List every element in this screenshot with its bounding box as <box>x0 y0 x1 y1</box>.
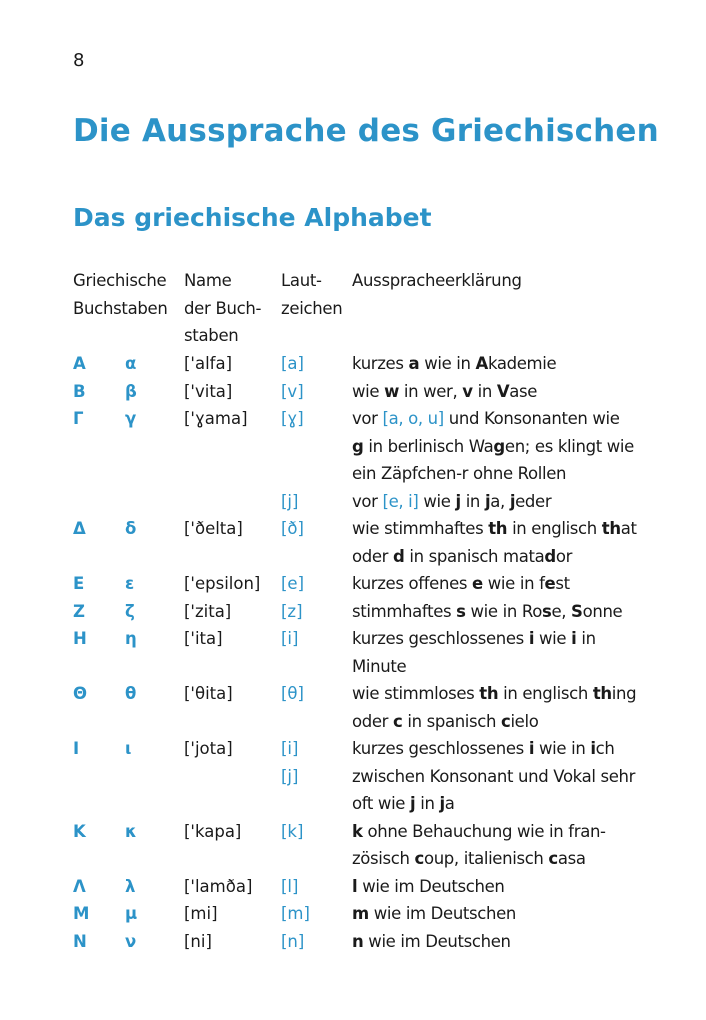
uppercase-letter: Ζ <box>73 601 85 621</box>
pronunciation-explanation <box>352 735 652 763</box>
letter-name: ['ðelta] <box>184 519 243 538</box>
explanation-segment: th <box>479 684 499 703</box>
explanation-segment: s <box>456 601 466 621</box>
explanation-segment: S <box>571 601 583 621</box>
explanation-line <box>352 680 652 708</box>
explanation-segment: i <box>590 739 596 758</box>
table-row <box>0 735 706 763</box>
explanation-segment: c <box>414 849 424 868</box>
explanation-segment: wie in Ro <box>465 601 542 621</box>
explanation-line <box>352 460 652 488</box>
phonetic-sign: [z] <box>281 601 303 621</box>
explanation-segment: ing <box>611 684 637 703</box>
explanation-segment: l <box>352 876 358 896</box>
explanation-segment: oup, italienisch <box>423 849 549 868</box>
section-title: Das griechische Alphabet <box>73 203 432 232</box>
explanation-segment: g <box>352 436 364 456</box>
explanation-segment: wie in <box>534 739 591 758</box>
explanation-segment: in englisch <box>507 519 602 538</box>
explanation-segment: in <box>472 381 497 401</box>
pronunciation-explanation <box>352 625 652 680</box>
phonetic-sign: [v] <box>281 381 304 401</box>
explanation-segment: in berlinisch Wa <box>363 436 494 456</box>
explanation-segment: wie in <box>419 354 476 373</box>
explanation-line <box>352 873 652 901</box>
explanation-segment: onne <box>582 601 623 621</box>
explanation-line <box>352 570 652 598</box>
explanation-segment: wie im Deutschen <box>357 876 505 896</box>
phonetic-sign: [j] <box>281 766 299 786</box>
explanation-segment: j <box>509 491 516 511</box>
explanation-segment: g <box>493 436 505 456</box>
uppercase-letter: Λ <box>73 876 86 896</box>
explanation-segment: j <box>455 491 461 511</box>
phonetic-sign: [i] <box>281 739 299 758</box>
explanation-segment: asa <box>557 849 586 868</box>
letter-name: ['alfa] <box>184 354 233 373</box>
header-name-line1: Name <box>184 271 232 290</box>
explanation-segment: V <box>496 381 510 401</box>
explanation-segment: e <box>544 574 556 593</box>
table-row <box>0 378 706 406</box>
explanation-line <box>352 900 652 928</box>
explanation-segment: wie im Deutschen <box>368 904 517 923</box>
explanation-segment: a <box>444 794 455 813</box>
lowercase-letter: ε <box>125 574 135 593</box>
explanation-segment: oft wie <box>352 794 411 813</box>
table-row <box>0 405 706 488</box>
explanation-segment: und Konsonanten wie <box>443 409 620 428</box>
pronunciation-explanation <box>352 818 652 873</box>
uppercase-letter: Ε <box>73 574 85 593</box>
uppercase-letter: Ν <box>73 931 87 951</box>
explanation-segment: n <box>352 931 364 951</box>
explanation-segment: oder <box>352 546 393 566</box>
uppercase-letter: Α <box>73 354 86 373</box>
explanation-segment: kademie <box>487 354 557 373</box>
explanation-segment: v <box>462 381 473 401</box>
phonetic-sign: [θ] <box>281 684 304 703</box>
lowercase-letter: ι <box>125 739 132 758</box>
pronunciation-explanation <box>352 350 652 378</box>
explanation-line <box>352 515 652 543</box>
header-explanation: Ausspracheerklärung <box>352 271 522 290</box>
header-letters-line1: Griechische <box>73 271 167 290</box>
explanation-segment: in wer, <box>398 381 463 401</box>
explanation-segment: wie <box>352 381 385 401</box>
explanation-segment: a, <box>490 491 510 511</box>
explanation-line <box>352 928 652 956</box>
explanation-line <box>352 790 652 818</box>
explanation-segment: j <box>439 794 445 813</box>
pronunciation-explanation <box>352 873 652 901</box>
explanation-line <box>352 350 652 378</box>
explanation-segment: kurzes geschlossenes <box>352 629 529 648</box>
page-title: Die Aussprache des Griechischen <box>73 113 659 149</box>
header-name-line2: der Buch- <box>184 298 262 318</box>
uppercase-letter: Θ <box>73 684 88 703</box>
lowercase-letter: δ <box>125 519 137 538</box>
explanation-segment: d <box>544 546 556 566</box>
table-header <box>0 267 706 352</box>
explanation-segment: stimmhaftes <box>352 601 457 621</box>
explanation-line <box>352 845 652 873</box>
explanation-segment: or <box>555 546 573 566</box>
lowercase-letter: μ <box>125 904 138 923</box>
uppercase-letter: Ι <box>73 739 80 758</box>
explanation-segment: i <box>571 629 577 648</box>
explanation-segment: wie in f <box>482 574 545 593</box>
header-sign-line2: zeichen <box>281 298 343 318</box>
phonetic-sign: [ɣ] <box>281 409 304 428</box>
phonetic-sign: [a] <box>281 354 304 373</box>
explanation-segment: d <box>393 546 405 566</box>
explanation-segment: A <box>475 354 488 373</box>
header-letters-line2: Buchstaben <box>73 298 168 318</box>
explanation-segment: th <box>488 519 508 538</box>
phonetic-sign: [i] <box>281 629 299 648</box>
explanation-segment: ohne Behauchung wie in fran- <box>362 821 606 841</box>
pronunciation-explanation <box>352 405 652 488</box>
header-sign <box>281 267 342 322</box>
lowercase-letter: κ <box>125 821 137 841</box>
lowercase-letter: θ <box>125 684 137 703</box>
explanation-segment: th <box>601 519 621 538</box>
explanation-segment: wie stimmhaftes <box>352 519 489 538</box>
phonetic-sign: [n] <box>281 931 305 951</box>
explanation-segment: wie <box>418 491 456 511</box>
explanation-segment: ch <box>595 739 615 758</box>
explanation-line <box>352 763 652 791</box>
explanation-segment: i <box>528 739 535 758</box>
pronunciation-explanation <box>352 928 652 956</box>
explanation-line <box>352 598 652 626</box>
uppercase-letter: Β <box>73 381 86 401</box>
explanation-segment: c <box>393 711 403 731</box>
pronunciation-explanation <box>352 680 652 735</box>
pronunciation-explanation <box>352 598 652 626</box>
explanation-segment: Minute <box>352 656 407 676</box>
uppercase-letter: Μ <box>73 904 90 923</box>
table-row <box>0 873 706 901</box>
explanation-segment: m <box>352 904 369 923</box>
letter-name: ['lamða] <box>184 876 253 896</box>
explanation-segment: zwischen Konsonant und Vokal sehr <box>352 766 636 786</box>
explanation-segment: ase <box>509 381 538 401</box>
explanation-segment: eder <box>515 491 552 511</box>
explanation-segment: s <box>541 601 552 621</box>
letter-name: ['jota] <box>184 739 233 758</box>
phonetic-sign: [ð] <box>281 519 304 538</box>
explanation-segment: oder <box>352 711 393 731</box>
letter-name: ['zita] <box>184 601 232 621</box>
explanation-segment: in <box>576 629 596 648</box>
lowercase-letter: α <box>125 354 137 373</box>
pronunciation-explanation <box>352 515 652 570</box>
uppercase-letter: Κ <box>73 821 86 841</box>
explanation-line <box>352 433 652 461</box>
table-row <box>0 488 706 516</box>
letter-name: [ni] <box>184 931 212 951</box>
explanation-segment: k <box>352 821 363 841</box>
uppercase-letter: Η <box>73 629 87 648</box>
explanation-segment: [e, i] <box>382 491 419 511</box>
lowercase-letter: η <box>125 629 137 648</box>
pronunciation-explanation <box>352 763 652 818</box>
lowercase-letter: λ <box>125 876 136 896</box>
letter-name: ['θita] <box>184 684 233 703</box>
explanation-line <box>352 488 652 516</box>
explanation-segment: kurzes geschlossenes <box>352 739 529 758</box>
header-name <box>184 267 261 350</box>
table-row <box>0 598 706 626</box>
explanation-line <box>352 735 652 763</box>
letter-name: ['epsilon] <box>184 574 261 593</box>
explanation-segment: ielo <box>510 711 539 731</box>
explanation-segment: in <box>415 794 440 813</box>
table-row <box>0 680 706 735</box>
phonetic-sign: [m] <box>281 904 310 923</box>
pronunciation-explanation <box>352 378 652 406</box>
uppercase-letter: Γ <box>73 409 84 428</box>
table-row <box>0 515 706 570</box>
letter-name: ['vita] <box>184 381 233 401</box>
explanation-segment: e, <box>551 601 572 621</box>
explanation-line <box>352 653 652 681</box>
lowercase-letter: β <box>125 381 137 401</box>
explanation-segment: in spanisch <box>402 711 502 731</box>
explanation-line <box>352 543 652 571</box>
explanation-line <box>352 405 652 433</box>
explanation-segment: c <box>548 849 558 868</box>
table-row <box>0 350 706 378</box>
explanation-segment: st <box>555 574 570 593</box>
explanation-segment: zösisch <box>352 849 415 868</box>
page-number: 8 <box>73 50 85 71</box>
phonetic-sign: [l] <box>281 876 299 896</box>
explanation-segment: a <box>408 354 420 373</box>
pronunciation-explanation <box>352 570 652 598</box>
explanation-line <box>352 708 652 736</box>
explanation-segment: e <box>472 574 483 593</box>
header-name-line3: staben <box>184 326 239 345</box>
explanation-segment: vor <box>352 409 383 428</box>
explanation-segment: ein Zäpfchen-r ohne Rollen <box>352 464 567 483</box>
letter-name: [mi] <box>184 904 218 923</box>
letter-name: ['kapa] <box>184 821 242 841</box>
explanation-segment: wie im Deutschen <box>363 931 511 951</box>
explanation-segment: vor <box>352 491 383 511</box>
explanation-segment: c <box>501 711 511 731</box>
lowercase-letter: ζ <box>125 601 135 621</box>
phonetic-sign: [e] <box>281 574 305 593</box>
table-row <box>0 763 706 818</box>
lowercase-letter: ν <box>125 931 137 951</box>
explanation-segment: en; es klingt wie <box>504 436 634 456</box>
explanation-line <box>352 818 652 846</box>
alphabet-table <box>0 350 706 955</box>
explanation-segment: in <box>460 491 485 511</box>
explanation-segment: w <box>384 381 399 401</box>
explanation-line <box>352 625 652 653</box>
header-letters <box>73 267 168 322</box>
lowercase-letter: γ <box>125 409 137 428</box>
table-row <box>0 818 706 873</box>
phonetic-sign: [k] <box>281 821 304 841</box>
pronunciation-explanation <box>352 488 652 516</box>
uppercase-letter: Δ <box>73 519 86 538</box>
table-row <box>0 900 706 928</box>
explanation-segment: in spanisch mata <box>404 546 545 566</box>
explanation-line <box>352 378 652 406</box>
letter-name: ['ita] <box>184 629 223 648</box>
explanation-segment: kurzes offenes <box>352 574 473 593</box>
phonetic-sign: [j] <box>281 491 299 511</box>
pronunciation-explanation <box>352 900 652 928</box>
explanation-segment: [a, o, u] <box>382 409 444 428</box>
table-row <box>0 928 706 956</box>
explanation-segment: kurzes <box>352 354 409 373</box>
explanation-segment: wie <box>534 629 572 648</box>
explanation-segment: at <box>620 519 637 538</box>
explanation-segment: j <box>410 794 416 813</box>
letter-name: ['ɣama] <box>184 409 248 428</box>
table-row <box>0 625 706 680</box>
explanation-segment: i <box>528 629 535 648</box>
table-row <box>0 570 706 598</box>
explanation-segment: wie stimmloses <box>352 684 480 703</box>
explanation-segment: th <box>592 684 612 703</box>
explanation-segment: j <box>484 491 491 511</box>
explanation-segment: in englisch <box>498 684 593 703</box>
header-sign-line1: Laut- <box>281 271 322 290</box>
